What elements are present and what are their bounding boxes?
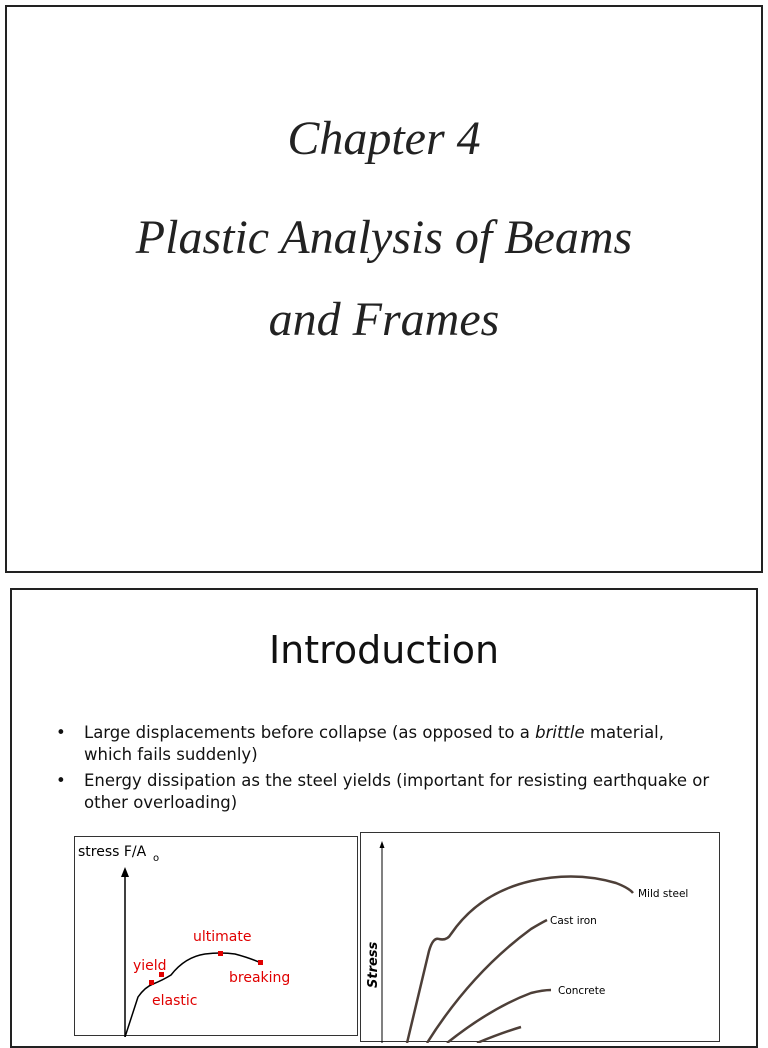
introduction-slide: [10, 588, 758, 1048]
breaking-point: [258, 960, 263, 965]
elastic-point: [149, 980, 154, 985]
y-axis-arrow: [380, 841, 385, 848]
material-stress-strain-chart: [360, 832, 720, 1042]
series-label-mild-steel: Mild steel: [638, 888, 689, 900]
y-axis-label-subscript: o: [153, 853, 160, 864]
annotation-ultimate: ultimate: [193, 929, 252, 945]
slide-heading: Introduction: [268, 628, 500, 672]
bullet-emphasis: brittle: [535, 723, 585, 742]
ultimate-point: [218, 951, 223, 956]
chapter-title: Chapter 4: [287, 112, 481, 165]
annotation-breaking: breaking: [229, 970, 291, 986]
bullet-item: [52, 770, 712, 814]
y-axis-label: stress F/A: [78, 844, 147, 860]
material-curves-svg: [361, 833, 721, 1043]
title-slide: [5, 5, 763, 573]
series-label-cast-iron: Cast iron: [550, 915, 597, 927]
lower-curve-partial: [477, 1027, 521, 1043]
bullet-text: Energy dissipation as the steel yields (important for resisting earthquake or other overloading): [84, 771, 710, 812]
y-axis-label: Stress: [366, 941, 381, 988]
series-label-concrete: Concrete: [558, 985, 606, 997]
bullet-text: Large displacements before collapse (as opposed to a: [84, 723, 536, 742]
y-axis-arrow: [121, 867, 129, 877]
bullet-text: material, which fails suddenly): [84, 723, 665, 764]
stress-strain-svg: [75, 837, 359, 1037]
annotation-yield: yield: [133, 958, 167, 974]
slide-title-line-2: and Frames: [268, 293, 500, 346]
slide-title-line-1: Plastic Analysis of Beams: [135, 211, 633, 264]
bullet-item: [52, 722, 712, 766]
mild-steel-curve: [407, 876, 633, 1043]
annotation-elastic: elastic: [152, 993, 198, 1009]
stress-strain-diagram: [74, 836, 358, 1036]
bullet-list: [52, 722, 712, 818]
